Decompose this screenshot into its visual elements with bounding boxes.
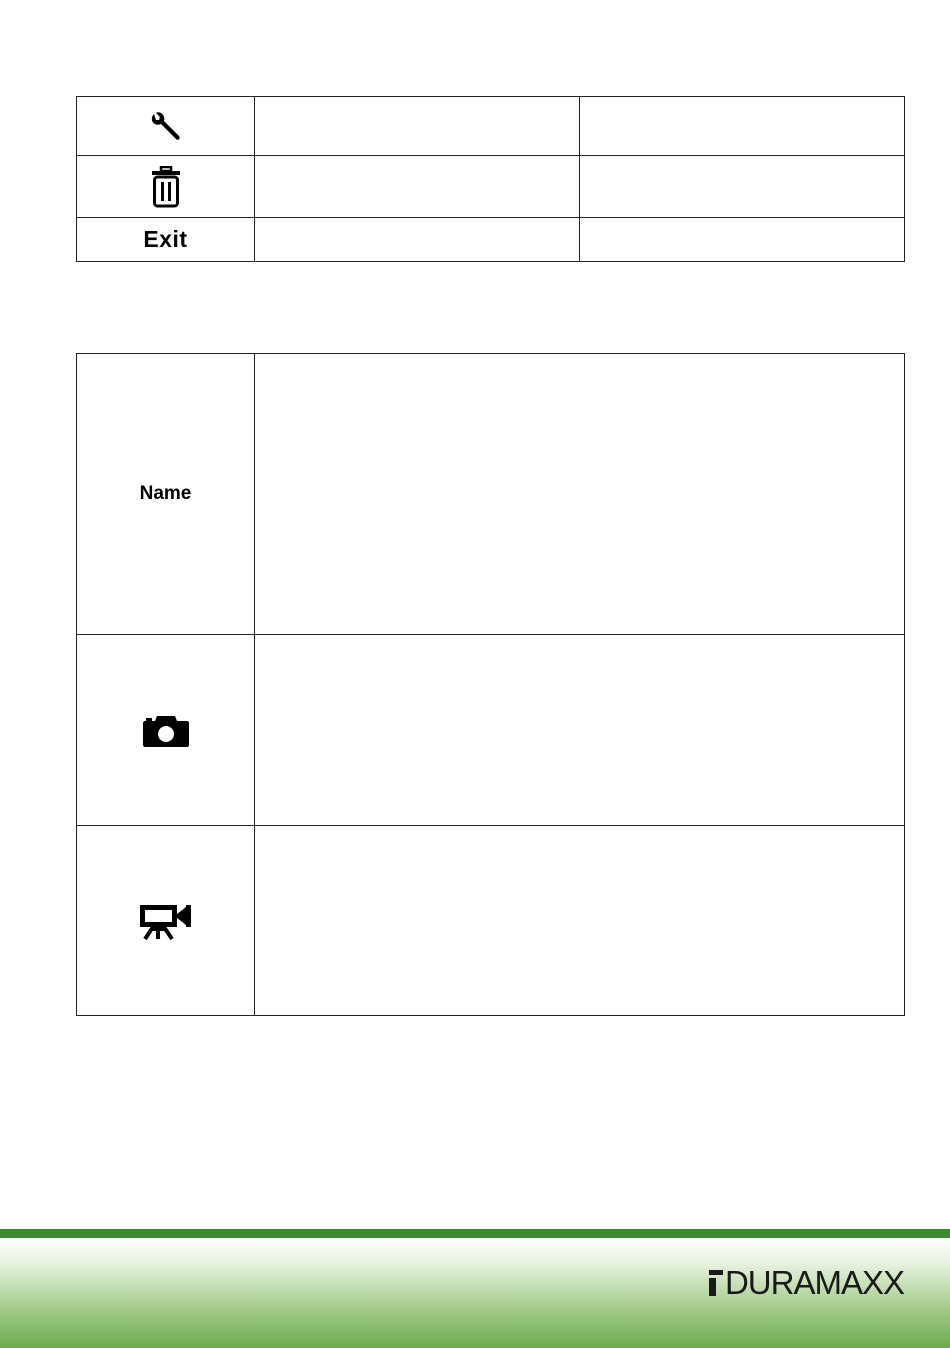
table-cell bbox=[255, 354, 905, 635]
table-row bbox=[77, 354, 905, 635]
settings-table bbox=[76, 96, 905, 262]
video-camera-icon bbox=[139, 902, 193, 940]
table-row bbox=[77, 218, 905, 262]
table-cell bbox=[255, 635, 905, 826]
footer-green-bar bbox=[0, 1229, 950, 1238]
table-cell bbox=[255, 156, 580, 218]
brand-wordmark: DURAMAXX bbox=[724, 1263, 904, 1301]
camera-icon bbox=[142, 712, 190, 748]
name-label-cell bbox=[77, 354, 255, 635]
trash-icon bbox=[150, 166, 182, 208]
table-cell bbox=[255, 97, 580, 156]
table-cell bbox=[580, 156, 905, 218]
name-label: Name bbox=[139, 483, 192, 504]
logo-mark-icon bbox=[709, 1268, 723, 1296]
table-cell bbox=[255, 218, 580, 262]
table-cell bbox=[255, 826, 905, 1016]
table-row bbox=[77, 97, 905, 156]
wrench-icon-cell bbox=[77, 97, 255, 156]
trash-icon-cell bbox=[77, 156, 255, 218]
video-camera-icon-cell bbox=[77, 826, 255, 1016]
exit-text: Exit bbox=[143, 226, 188, 252]
table-row bbox=[77, 635, 905, 826]
wrench-icon bbox=[148, 108, 184, 144]
table-row bbox=[77, 826, 905, 1016]
brand-logo bbox=[709, 1264, 904, 1300]
camera-icon-cell bbox=[77, 635, 255, 826]
mode-table bbox=[76, 353, 905, 1016]
table-cell bbox=[580, 97, 905, 156]
exit-label bbox=[77, 218, 255, 262]
table-row bbox=[77, 156, 905, 218]
table-cell bbox=[580, 218, 905, 262]
